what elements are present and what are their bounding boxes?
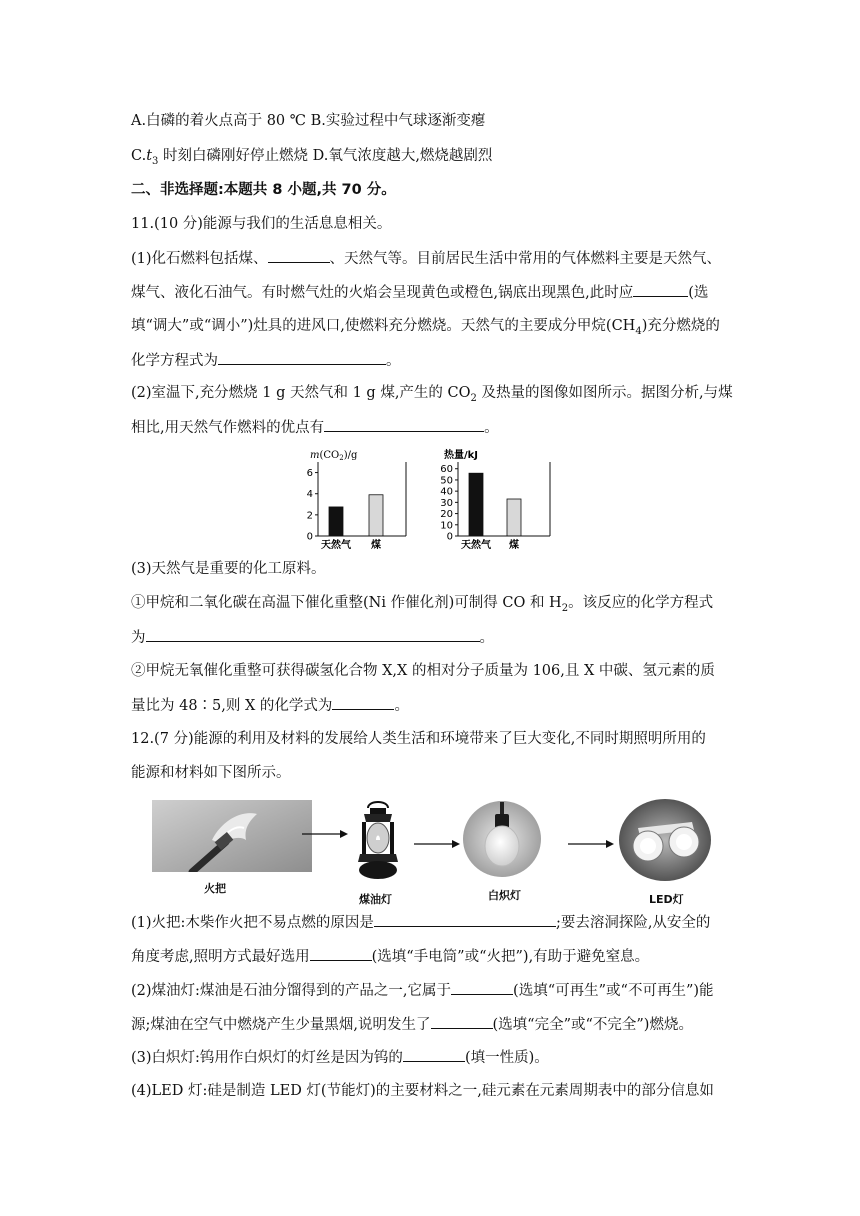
time-variable: t bbox=[146, 148, 153, 164]
answer-blank[interactable] bbox=[310, 946, 372, 961]
q11-part3-2-line1: ②甲烷无氧催化重整可获得碳氢化合物 X,X 的相对分子质量为 106,且 X 中碳、氢元素的质 bbox=[131, 663, 715, 679]
bar-natural-gas bbox=[329, 507, 343, 536]
q11-part3-2-line2 bbox=[131, 695, 409, 716]
answer-blank[interactable] bbox=[451, 980, 513, 995]
q11-part1-line1 bbox=[131, 248, 721, 269]
text: 。该反应的化学方程式 bbox=[568, 595, 714, 611]
incandescent-caption: 白炽灯 bbox=[488, 889, 521, 902]
text: (2)煤油灯:煤油是石油分馏得到的产品之一,它属于 bbox=[131, 983, 452, 999]
incandescent-bulb-image bbox=[462, 800, 542, 878]
text: 相比,用天然气作燃料的优点有 bbox=[131, 420, 325, 436]
q12-part2-line2 bbox=[131, 1014, 693, 1035]
torch-caption: 火把 bbox=[204, 882, 226, 895]
y-tick-label: 50 bbox=[440, 475, 453, 487]
text: (选填“完全”或“不完全”)燃烧。 bbox=[492, 1017, 693, 1033]
y-tick-label: 60 bbox=[440, 464, 453, 476]
text: (选填“手电筒”或“火把”),有助于避免窒息。 bbox=[371, 949, 650, 965]
text: 量比为 48∶5,则 X 的化学式为 bbox=[131, 698, 333, 714]
answer-blank[interactable] bbox=[633, 282, 688, 297]
text: 源;煤油在空气中燃烧产生少量黑烟,说明发生了 bbox=[131, 1017, 431, 1033]
heat-axis-label: 热量/kJ bbox=[444, 450, 479, 461]
category-label: 煤 bbox=[509, 540, 519, 551]
answer-blank[interactable] bbox=[146, 627, 480, 642]
answer-blank[interactable] bbox=[268, 248, 330, 263]
y-tick-label: 4 bbox=[306, 489, 313, 501]
q11-part2-line2 bbox=[131, 417, 499, 438]
q12-part3 bbox=[131, 1047, 549, 1068]
option-c-label: C. bbox=[131, 148, 147, 164]
text: (选填“可再生”或“不可再生”)能 bbox=[513, 983, 714, 999]
q12-part4-line1: (4)LED 灯:硅是制造 LED 灯(节能灯)的主要材料之一,硅元素在元素周期表中的部分信息如 bbox=[131, 1083, 714, 1099]
question-12-line2: 能源和材料如下图所示。 bbox=[131, 765, 291, 781]
q11-part3-1-line2 bbox=[131, 627, 494, 648]
subscript: 4 bbox=[635, 325, 642, 337]
y-tick-label: 10 bbox=[440, 520, 453, 532]
section-heading: 二、非选择题:本题共 8 小题,共 70 分。 bbox=[131, 182, 396, 198]
q11-part2-line1 bbox=[131, 383, 733, 409]
led-lamp-image bbox=[618, 798, 712, 882]
text: 角度考虑,照明方式最好选用 bbox=[131, 949, 310, 965]
text: 为 bbox=[131, 630, 146, 646]
heat-bar-chart bbox=[436, 446, 561, 556]
q12-part1-line2 bbox=[131, 946, 649, 967]
text: ①甲烷和二氧化碳在高温下催化重整(Ni 作催化剂)可制得 CO 和 H bbox=[131, 595, 562, 611]
answer-blank[interactable] bbox=[218, 350, 386, 365]
arrow-3 bbox=[566, 838, 616, 850]
arrow-1 bbox=[300, 828, 350, 840]
text: 煤气、液化石油气。有时燃气灶的火焰会呈现黄色或橙色,锅底出现黑色,此时应 bbox=[131, 285, 634, 301]
text: 。 bbox=[479, 630, 494, 646]
question-11-title: 11.(10 分)能源与我们的生活息息相关。 bbox=[131, 216, 392, 232]
text: (1)火把:木柴作火把不易点燃的原因是 bbox=[131, 915, 374, 931]
co2-axis-label: $m(CO_2)/g$ bbox=[310, 450, 358, 462]
q11-part1-line3 bbox=[131, 316, 720, 342]
option-a-b: A.白磷的着火点高于 80 ℃ B.实验过程中气球逐渐变瘪 bbox=[131, 113, 486, 129]
text: (选 bbox=[688, 285, 709, 301]
arrow-2 bbox=[412, 838, 462, 850]
text: (填一性质)。 bbox=[464, 1050, 549, 1066]
text: 。 bbox=[394, 698, 409, 714]
kerosene-caption: 煤油灯 bbox=[359, 893, 392, 906]
option-c-d bbox=[131, 146, 492, 172]
q12-part2-line1 bbox=[131, 980, 714, 1001]
text: 化学方程式为 bbox=[131, 353, 218, 369]
text: 及热量的图像如图所示。据图分析,与煤 bbox=[476, 385, 733, 401]
y-tick-label: 40 bbox=[440, 486, 453, 498]
text: )充分燃烧的 bbox=[641, 318, 720, 334]
q11-part1-line4 bbox=[131, 350, 401, 371]
text: 。 bbox=[386, 353, 401, 369]
q11-part3-1-line1 bbox=[131, 593, 713, 619]
text: ;要去溶洞探险,从安全的 bbox=[555, 915, 711, 931]
category-label: 煤 bbox=[371, 540, 381, 551]
text: 、天然气等。目前居民生活中常用的气体燃料主要是天然气、 bbox=[329, 251, 722, 267]
y-tick-label: 0 bbox=[306, 531, 313, 543]
kerosene-lamp-image bbox=[350, 800, 406, 882]
q12-part1-line1 bbox=[131, 912, 710, 933]
question-12-line1: 12.(7 分)能源的利用及材料的发展给人类生活和环境带来了巨大变化,不同时期照明所用的 bbox=[131, 731, 706, 747]
answer-blank[interactable] bbox=[324, 417, 484, 432]
option-c-d-text: 时刻白磷刚好停止燃烧 D.氧气浓度越大,燃烧越剧烈 bbox=[158, 148, 493, 164]
bar-coal bbox=[507, 499, 521, 536]
answer-blank[interactable] bbox=[332, 695, 394, 710]
answer-blank[interactable] bbox=[403, 1047, 465, 1062]
subscript: 2 bbox=[470, 392, 477, 404]
subscript: 2 bbox=[561, 602, 569, 614]
bar-natural-gas bbox=[469, 473, 483, 536]
q11-part1-line2 bbox=[131, 282, 708, 303]
answer-blank[interactable] bbox=[374, 912, 556, 927]
text: 。 bbox=[484, 420, 499, 436]
answer-blank[interactable] bbox=[431, 1014, 493, 1029]
y-tick-label: 2 bbox=[306, 510, 313, 522]
category-label: 天然气 bbox=[461, 540, 491, 551]
text: (2)室温下,充分燃烧 1 g 天然气和 1 g 煤,产生的 CO bbox=[131, 385, 471, 401]
text: (3)白炽灯:钨用作白炽灯的灯丝是因为钨的 bbox=[131, 1050, 403, 1066]
torch-photo bbox=[152, 800, 312, 872]
y-tick-label: 30 bbox=[440, 497, 453, 509]
text: 填“调大”或“调小”)灶具的进风口,使燃料充分燃烧。天然气的主要成分甲烷(CH bbox=[131, 318, 636, 334]
y-tick-label: 0 bbox=[446, 531, 453, 543]
q11-part3: (3)天然气是重要的化工原料。 bbox=[131, 561, 326, 577]
time-subscript: 3 bbox=[152, 155, 159, 167]
bar-coal bbox=[369, 495, 383, 536]
category-label: 天然气 bbox=[321, 540, 351, 551]
co2-bar-chart bbox=[296, 446, 416, 556]
y-tick-label: 20 bbox=[440, 509, 453, 521]
y-tick-label: 6 bbox=[306, 468, 313, 480]
led-caption: LED灯 bbox=[649, 893, 684, 906]
text: (1)化石燃料包括煤、 bbox=[131, 251, 268, 267]
